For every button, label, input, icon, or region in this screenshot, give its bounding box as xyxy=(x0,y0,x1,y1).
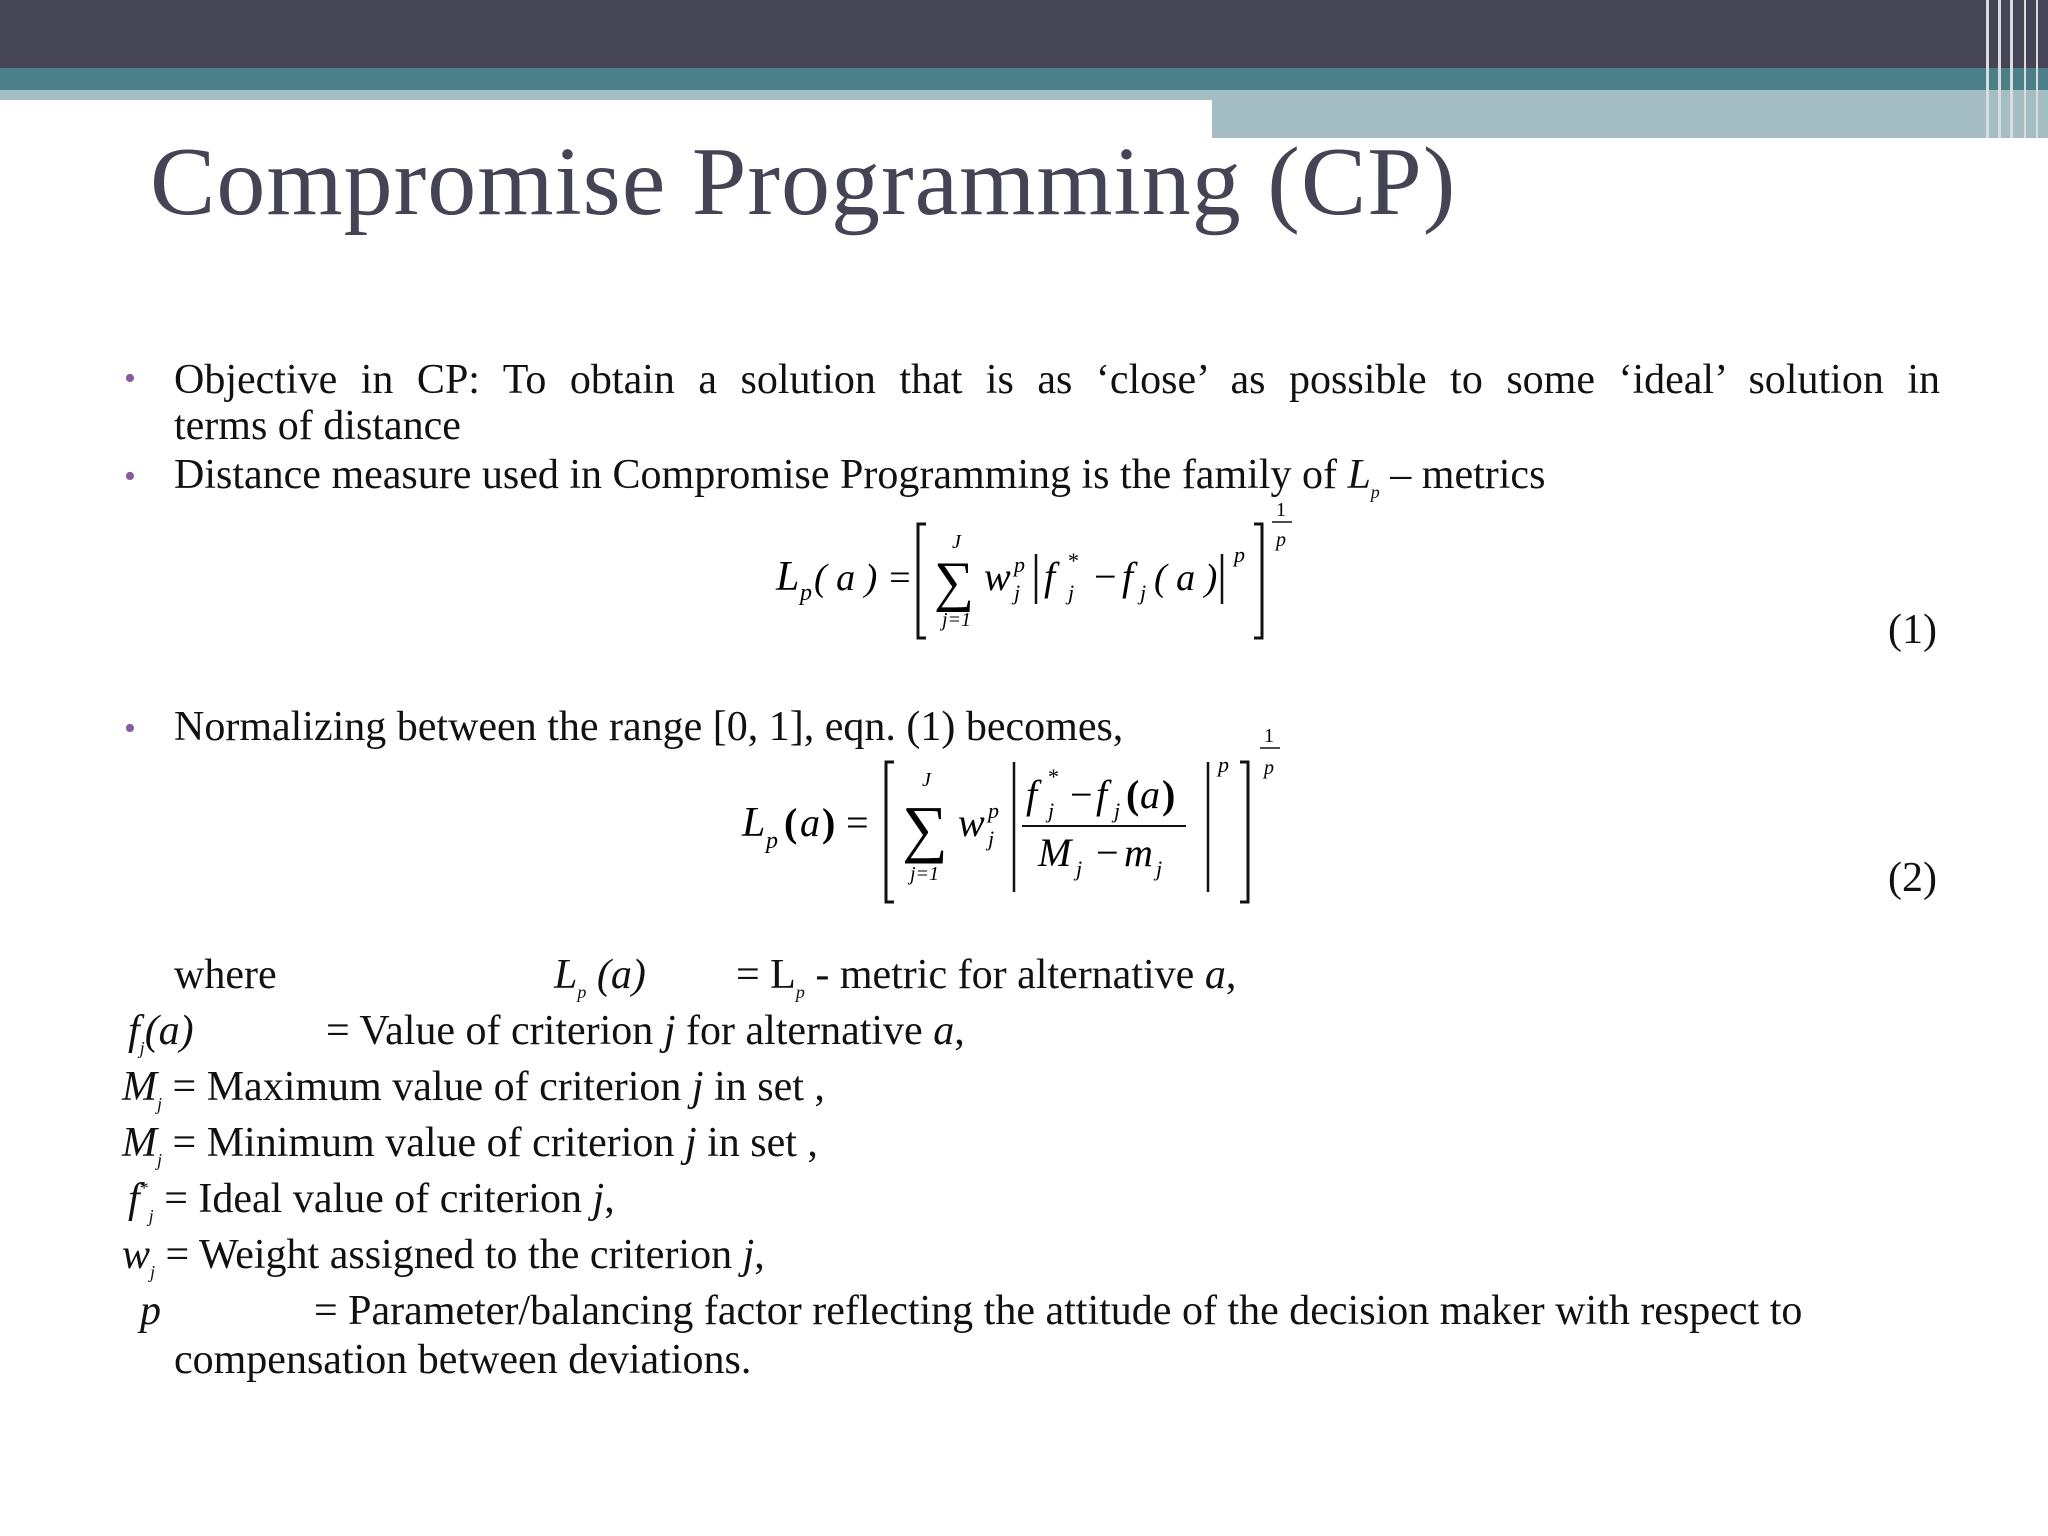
svg-text:*: * xyxy=(1068,548,1079,573)
svg-text:j: j xyxy=(988,826,995,851)
def-f-symbol xyxy=(128,1010,194,1057)
bullet2-text xyxy=(174,454,1545,501)
svg-text:−: − xyxy=(1070,772,1093,817)
def-min-sub: j xyxy=(157,1150,163,1170)
def-w-desc: = Weight assigned to the criterion xyxy=(155,1232,743,1278)
svg-text:): ) xyxy=(1162,772,1176,817)
svg-text:( a ): ( a ) xyxy=(1154,557,1218,599)
edge-stripe xyxy=(2024,0,2026,138)
def-lp-var: a xyxy=(1204,952,1226,998)
def-ideal xyxy=(128,1178,615,1225)
svg-text:p: p xyxy=(1218,752,1229,777)
svg-text:a: a xyxy=(1140,772,1160,817)
svg-text:p: p xyxy=(1276,529,1286,551)
def-ideal-var: j xyxy=(592,1176,605,1222)
def-p-p: p xyxy=(140,1288,161,1334)
def-lp-desc: - metric for alternative xyxy=(804,952,1205,998)
svg-text:w: w xyxy=(984,554,1011,599)
svg-text:p: p xyxy=(766,828,778,854)
svg-text:1: 1 xyxy=(1276,499,1286,521)
header-bar-dark xyxy=(0,0,2048,68)
bullet2-lead: Distance measure used in Compromise Programming is the family of xyxy=(174,452,1348,498)
def-f-desc: = Value of criterion xyxy=(326,1008,664,1054)
def-min-var: j xyxy=(684,1120,697,1166)
def-ideal-desc: = Ideal value of criterion xyxy=(153,1176,593,1222)
svg-text:j: j xyxy=(1114,798,1121,823)
svg-text:j: j xyxy=(1140,580,1147,605)
bullet3-text: Normalizing between the range [0, 1], eqn. (1) becomes, xyxy=(174,704,1124,750)
svg-text:j: j xyxy=(1156,856,1163,881)
def-max xyxy=(122,1066,825,1113)
svg-text:∑: ∑ xyxy=(902,793,948,864)
def-f-var: j xyxy=(663,1008,676,1054)
edge-stripe xyxy=(2010,0,2013,138)
svg-text:J: J xyxy=(952,531,961,553)
def-max-M: M xyxy=(122,1064,157,1110)
svg-text:): ) xyxy=(822,800,836,845)
svg-text:f: f xyxy=(1122,554,1134,599)
def-lp-text xyxy=(736,954,1236,1001)
svg-text:=: = xyxy=(846,800,869,845)
svg-text:m: m xyxy=(1124,830,1153,875)
def-weight xyxy=(122,1234,765,1281)
def-max-end: in set , xyxy=(703,1064,825,1110)
edge-stripe xyxy=(2036,0,2038,138)
equation-1-number: (1) xyxy=(1888,607,1937,653)
svg-text:j: j xyxy=(1048,798,1055,823)
svg-text:f: f xyxy=(1026,772,1038,817)
bullet1-line2: terms of distance xyxy=(174,403,461,449)
def-lp-arg: (a) xyxy=(586,952,646,998)
def-w-end: , xyxy=(754,1232,765,1278)
def-f-end: , xyxy=(954,1008,965,1054)
bullet-dot: • xyxy=(124,458,136,495)
svg-text:j=1: j=1 xyxy=(910,863,940,885)
def-ideal-star: * xyxy=(139,1178,149,1198)
def-min-desc: = Minimum value of criterion xyxy=(162,1120,685,1166)
def-lp-eq-sub: p xyxy=(795,982,805,1002)
svg-text:J: J xyxy=(922,769,931,791)
def-lp-eq: = L xyxy=(736,952,796,998)
def-p-symbol xyxy=(140,1290,161,1332)
def-w-sub: j xyxy=(150,1262,156,1282)
svg-text:−: − xyxy=(1094,554,1117,599)
def-lp-symbol xyxy=(554,954,646,1001)
svg-text:−: − xyxy=(1096,830,1119,875)
def-w-w: w xyxy=(122,1232,151,1278)
svg-text:( a ) =: ( a ) = xyxy=(814,557,913,599)
def-max-var: j xyxy=(691,1064,704,1110)
svg-text:(: ( xyxy=(1126,772,1140,817)
def-f-f: f xyxy=(128,1008,140,1054)
svg-text:(: ( xyxy=(784,800,798,845)
def-lp-sub: p xyxy=(577,982,587,1002)
def-min-M: M xyxy=(122,1120,157,1166)
equation-1 xyxy=(770,496,1310,646)
header-bar-light xyxy=(0,90,1212,100)
def-f-sub: j xyxy=(139,1038,145,1058)
equation-2-number: (2) xyxy=(1888,855,1937,901)
svg-text:f: f xyxy=(1044,554,1056,599)
svg-text:∑: ∑ xyxy=(934,551,974,613)
def-min-end: in set , xyxy=(696,1120,818,1166)
bullet2-tail: – metrics xyxy=(1379,452,1546,498)
equation-2 xyxy=(736,722,1296,912)
svg-text:p: p xyxy=(988,798,999,823)
def-w-var: j xyxy=(742,1232,755,1278)
def-min xyxy=(122,1122,818,1169)
def-f-desc2: for alternative xyxy=(675,1008,934,1054)
def-ideal-f: f xyxy=(128,1176,140,1222)
def-f-text xyxy=(326,1010,965,1052)
svg-text:p: p xyxy=(1264,757,1274,779)
header-bar-teal xyxy=(0,68,2048,90)
svg-text:p: p xyxy=(1234,542,1245,567)
def-ideal-end: , xyxy=(604,1176,615,1222)
def-max-sub: j xyxy=(157,1094,163,1114)
svg-text:j: j xyxy=(1014,580,1021,605)
slide-title: Compromise Programming (CP) xyxy=(150,128,1457,236)
svg-text:1: 1 xyxy=(1264,725,1274,747)
def-max-desc: = Maximum value of criterion xyxy=(162,1064,692,1110)
bullet2-L: L xyxy=(1347,452,1371,498)
svg-text:j: j xyxy=(1076,856,1083,881)
svg-text:L: L xyxy=(742,800,766,846)
svg-text:j=1: j=1 xyxy=(942,609,972,631)
def-f-arg: (a) xyxy=(144,1008,194,1054)
edge-stripe xyxy=(1998,0,2001,138)
def-f-var2: a xyxy=(933,1008,955,1054)
svg-text:f: f xyxy=(1096,772,1108,817)
edge-stripe xyxy=(1986,0,1989,138)
where-label: where xyxy=(174,952,277,998)
def-p-line2: compensation between deviations. xyxy=(174,1337,752,1383)
def-lp-L: L xyxy=(554,952,578,998)
def-p-text: = Parameter/balancing factor reflecting the attitude of the decision maker with respect to xyxy=(314,1288,1803,1334)
svg-text:p: p xyxy=(1014,552,1025,577)
svg-text:M: M xyxy=(1038,830,1072,875)
bullet-dot: • xyxy=(124,360,136,397)
def-lp-end: , xyxy=(1225,952,1237,998)
svg-text:j: j xyxy=(1068,580,1075,605)
def-ideal-sub: j xyxy=(148,1206,154,1226)
svg-text:a: a xyxy=(800,800,820,845)
svg-text:w: w xyxy=(958,800,985,845)
svg-text:L: L xyxy=(776,554,800,600)
bullet1-line1: Objective in CP: To obtain a solution that is as ‘close’ as possible to some ‘ideal’ solution in xyxy=(174,357,1940,403)
bullet2-sub: p xyxy=(1370,482,1380,502)
svg-text:p: p xyxy=(800,580,812,606)
svg-text:*: * xyxy=(1048,764,1059,789)
bullet-dot: • xyxy=(124,710,136,747)
